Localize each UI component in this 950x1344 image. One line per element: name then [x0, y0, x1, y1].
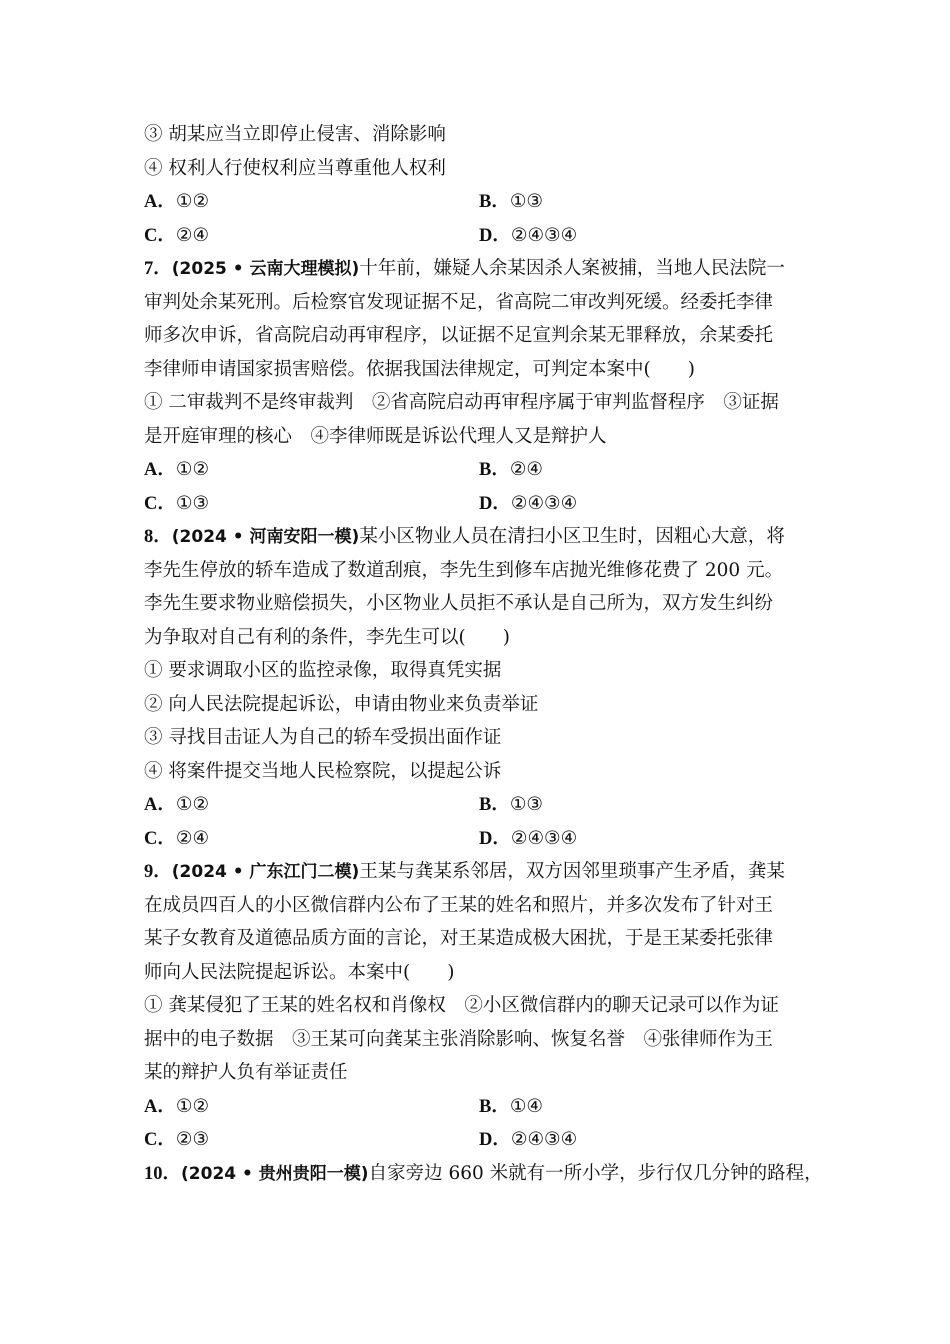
- q9-option-c: C．②③: [144, 1129, 210, 1150]
- q9-items-line-2: 据中的电子数据 ③王某可向龚某主张消除影响、恢复名誉 ④张律师作为王: [144, 1028, 774, 1050]
- q8-stem-line-2: 李先生停放的轿车造成了数道刮痕，李先生到修车店抛光维修花费了 200 元。: [144, 559, 784, 581]
- q9-option-a: A．①②: [144, 1095, 210, 1117]
- q7-items-line-1: ① 二审裁判不是终审裁判 ②省高院启动再审程序属于审判监督程序 ③证据: [144, 392, 779, 413]
- q8-item-2: ② 向人民法院提起诉讼，申请由物业来负责举证: [144, 693, 539, 715]
- q8-options-row-2: [144, 822, 824, 856]
- q8-option-c: C．②④: [144, 827, 210, 849]
- q9-option-d: D．②④③④: [479, 1129, 578, 1150]
- q7-stem-line-3: 师多次申诉，省高院启动再审程序，以证据不足宣判余某无罪释放，余某委托: [144, 325, 774, 346]
- q7-option-a: A．①②: [144, 459, 210, 480]
- document-page: [144, 118, 824, 1190]
- q6-option-d: D．②④③④: [479, 224, 578, 246]
- q8-source: (2024 • 河南安阳一模): [171, 527, 360, 547]
- q10-source: (2024 • 贵州贵阳一模): [181, 1163, 369, 1184]
- q9-items-line-3: 某的辩护人负有举证责任: [144, 1062, 348, 1083]
- q6-options-row-1: [144, 185, 824, 219]
- q7-options-row-2: [144, 487, 824, 521]
- q7-stem-line-4: 李律师申请国家损害赔偿。依据我国法律规定，可判定本案中( ): [144, 358, 695, 380]
- q6-item-3: ③ 胡某应当立即停止侵害、消除影响: [144, 124, 446, 145]
- q8-option-a: A．①②: [144, 794, 210, 815]
- q8-item-1: ① 要求调取小区的监控录像，取得真凭实据: [144, 660, 502, 681]
- q7-option-c: C．①③: [144, 492, 210, 514]
- q6-option-b: B．①③: [479, 191, 544, 212]
- q9-stem-line-1: 9．(2024 • 广东江门二模)王某与龚某系邻居，双方因邻里琐事产生矛盾，龚某: [144, 861, 785, 882]
- q9-options-row-1: [144, 1090, 824, 1124]
- q8-option-b: B．①③: [479, 794, 544, 815]
- q7-items-line-2: 是开庭审理的核心 ④李律师既是诉讼代理人又是辩护人: [144, 425, 607, 447]
- q9-stem-line-2: 在成员四百人的小区微信群内公布了王某的姓名和照片，并多次发布了针对王: [144, 894, 774, 916]
- q7-options-row-1: [144, 453, 824, 487]
- q8-item-3: ③ 寻找目击证人为自己的轿车受损出面作证: [144, 727, 502, 748]
- q6-item-4: ④ 权利人行使权利应当尊重他人权利: [144, 157, 446, 179]
- q9-option-b: B．①④: [479, 1095, 544, 1117]
- q7-stem-line-2: 审判处余某死刑。后检察官发现证据不足，省高院二审改判死缓。经委托李律: [144, 291, 774, 313]
- q6-option-c: C．②④: [144, 224, 210, 246]
- q7-option-b: B．②④: [479, 459, 544, 480]
- q9-source: (2024 • 广东江门二模): [171, 862, 360, 882]
- q8-options-row-1: [144, 788, 824, 822]
- q9-stem-line-4: 师向人民法院提起诉讼。本案中( ): [144, 961, 455, 983]
- q6-options-row-2: [144, 219, 824, 253]
- q6-option-a: A．①②: [144, 191, 210, 212]
- q8-option-d: D．②④③④: [479, 827, 578, 849]
- q7-stem-line-1: 7．(2025 • 云南大理模拟)十年前，嫌疑人余某因杀人案被捕，当地人民法院一: [144, 258, 785, 279]
- q9-options-row-2: [144, 1123, 824, 1157]
- q7-source: (2025 • 云南大理模拟): [171, 259, 360, 279]
- q10-stem-line-1: 10．(2024 • 贵州贵阳一模)自家旁边 660 米就有一所小学，步行仅几分钟的路程，: [144, 1162, 823, 1184]
- q8-item-4: ④ 将案件提交当地人民检察院，以提起公诉: [144, 760, 502, 782]
- q8-stem-line-3: 李先生要求物业赔偿损失，小区物业人员拒不承认是自己所为，双方发生纠纷: [144, 593, 774, 614]
- q9-items-line-1: ① 龚某侵犯了王某的姓名权和肖像权 ②小区微信群内的聊天记录可以作为证: [144, 995, 779, 1016]
- q9-stem-line-3: 某子女教育及道德品质方面的言论，对王某造成极大困扰，于是王某委托张律: [144, 928, 774, 949]
- q8-stem-line-1: 8．(2024 • 河南安阳一模)某小区物业人员在清扫小区卫生时，因粗心大意，将: [144, 526, 785, 547]
- q8-stem-line-4: 为争取对自己有利的条件，李先生可以( ): [144, 626, 510, 648]
- q7-option-d: D．②④③④: [479, 492, 578, 514]
